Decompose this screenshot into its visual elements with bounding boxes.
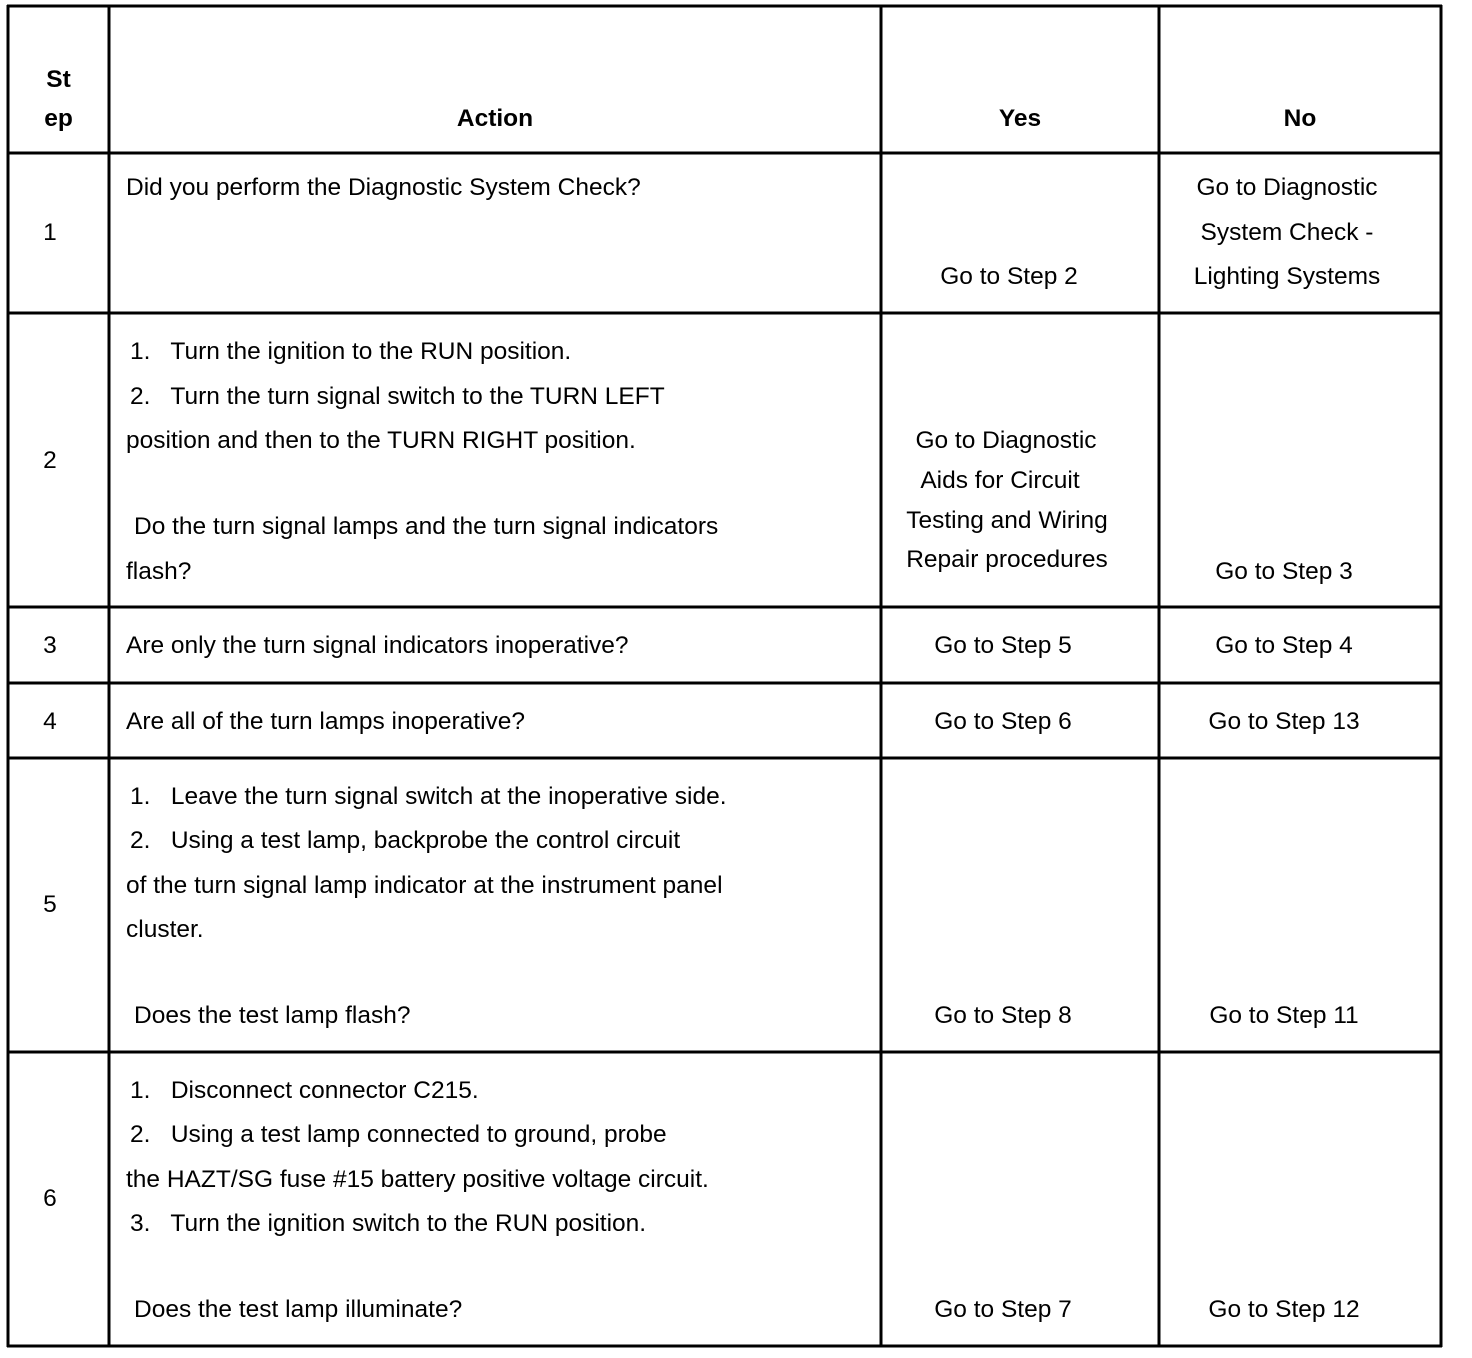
- action-line: 1. Turn the ignition to the RUN position.: [130, 338, 572, 365]
- step-number: 4: [43, 708, 57, 735]
- step-number: 3: [43, 632, 57, 659]
- no-result: Lighting Systems: [1193, 263, 1381, 290]
- action-line: Are only the turn signal indicators inoperative?: [126, 632, 629, 659]
- no-result: Go to Diagnostic: [1196, 174, 1378, 201]
- action-line: 2. Using a test lamp, backprobe the control circuit: [130, 827, 681, 854]
- header-yes: Yes: [998, 105, 1042, 132]
- action-line: 1. Disconnect connector C215.: [130, 1077, 479, 1104]
- step-number: 2: [43, 447, 57, 474]
- no-result: Go to Step 4: [1215, 632, 1353, 659]
- yes-result: Repair procedures: [906, 546, 1108, 573]
- yes-result: Go to Step 7: [934, 1296, 1072, 1323]
- header-step-line2: ep: [44, 105, 73, 132]
- no-result: Go to Step 11: [1209, 1002, 1359, 1029]
- yes-result: Go to Step 5: [934, 632, 1072, 659]
- header-action: Action: [456, 105, 534, 132]
- no-result: Go to Step 12: [1208, 1296, 1360, 1323]
- header-step-line1: St: [46, 66, 71, 93]
- step-number: 6: [43, 1185, 57, 1212]
- action-line: 2. Turn the turn signal switch to the TURN LEFT: [130, 383, 665, 410]
- action-line: flash?: [126, 558, 192, 585]
- action-line: 1. Leave the turn signal switch at the inoperative side.: [130, 783, 727, 810]
- no-result: Go to Step 3: [1215, 558, 1353, 585]
- action-line: of the turn signal lamp indicator at the instrument panel: [126, 872, 723, 899]
- step-number: 1: [43, 219, 57, 246]
- action-line: 2. Using a test lamp connected to ground, probe: [130, 1121, 667, 1148]
- action-line: position and then to the TURN RIGHT position.: [126, 427, 636, 454]
- action-line: 3. Turn the ignition switch to the RUN position.: [130, 1210, 647, 1237]
- action-line: cluster.: [126, 916, 204, 943]
- header-no: No: [1283, 105, 1317, 132]
- action-line: Are all of the turn lamps inoperative?: [126, 708, 526, 735]
- yes-result: Aids for Circuit: [920, 467, 1080, 494]
- yes-result: Go to Diagnostic: [915, 427, 1097, 454]
- action-question: Does the test lamp flash?: [134, 1002, 411, 1029]
- yes-result: Go to Step 2: [940, 263, 1078, 290]
- action-line: the HAZT/SG fuse #15 battery positive voltage circuit.: [126, 1166, 709, 1193]
- action-question: Does the test lamp illuminate?: [134, 1296, 463, 1323]
- yes-result: Go to Step 6: [934, 708, 1072, 735]
- no-result: System Check -: [1200, 219, 1374, 246]
- no-result: Go to Step 13: [1208, 708, 1360, 735]
- action-line: Did you perform the Diagnostic System Check?: [126, 174, 641, 201]
- yes-result: Go to Step 8: [934, 1002, 1072, 1029]
- action-question: Do the turn signal lamps and the turn signal indicators: [134, 513, 719, 540]
- step-number: 5: [43, 891, 57, 918]
- yes-result: Testing and Wiring: [906, 507, 1108, 534]
